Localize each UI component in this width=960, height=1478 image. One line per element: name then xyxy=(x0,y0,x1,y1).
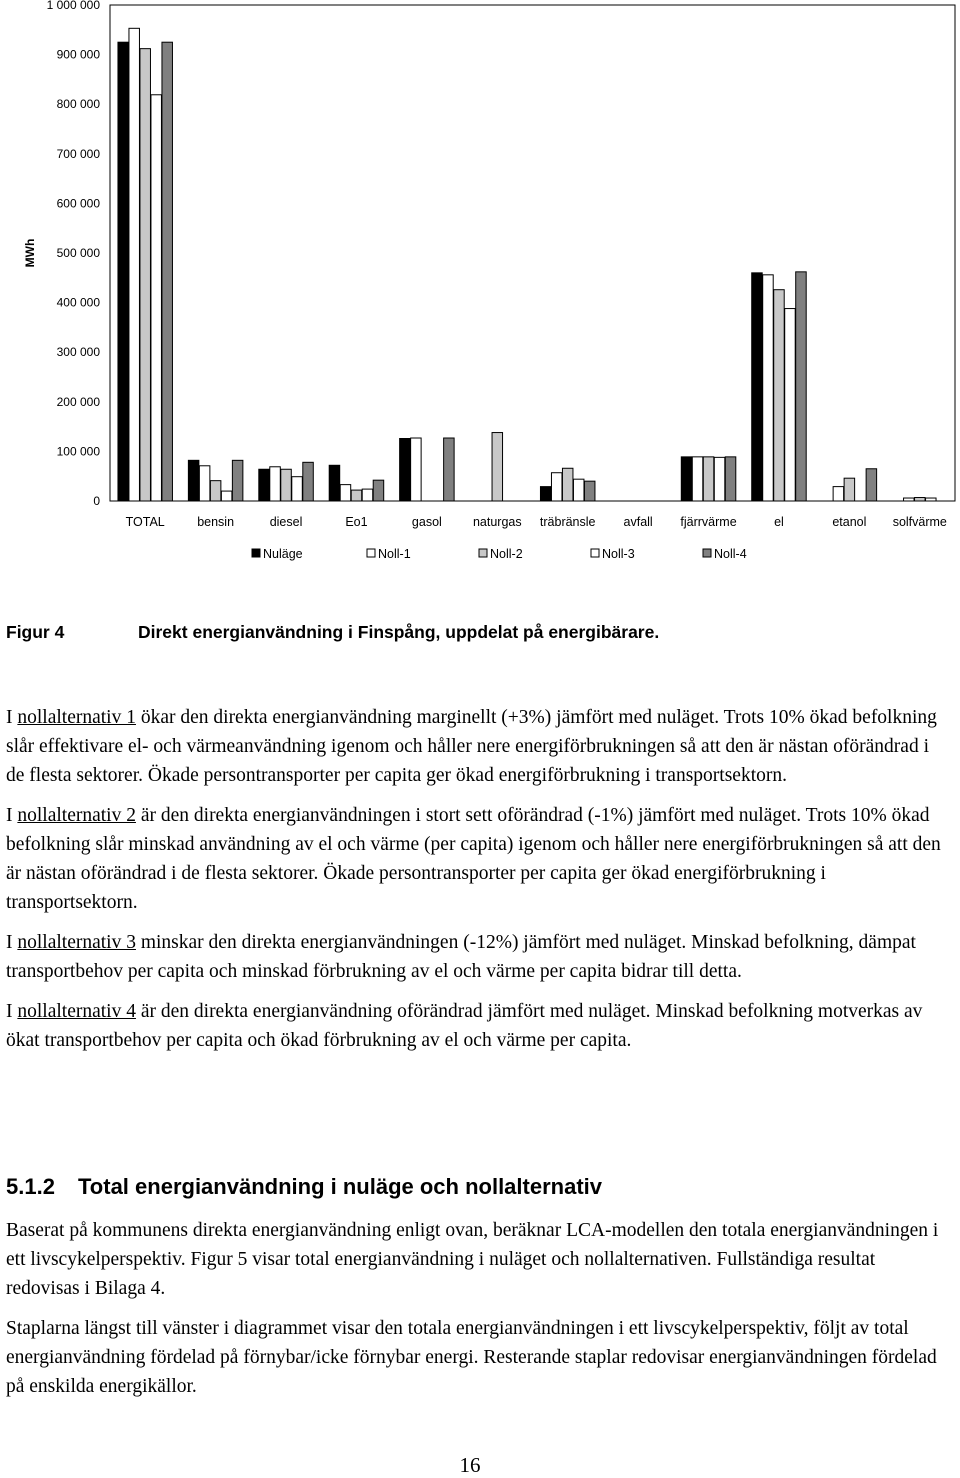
section-paragraph: Staplarna längst till vänster i diagrammet visar den totala energianvändningen i ett livscykelperspektiv, följt av total energianvändning fördelad på förnybar/icke förnybar energi. Resterande staplar redovisar energianvändningen fördelad på enskilda energikällor. xyxy=(6,1318,937,1397)
bar xyxy=(785,309,796,501)
figure-caption-text: Direkt energianvändning i Finspång, uppdelat på energibärare. xyxy=(138,622,660,642)
bar xyxy=(340,485,351,501)
bar xyxy=(714,457,725,501)
bar xyxy=(270,467,281,501)
y-tick-label: 1 000 000 xyxy=(46,0,100,12)
bar xyxy=(573,479,584,501)
x-category-label: solfvärme xyxy=(892,515,947,529)
legend-label: Noll-3 xyxy=(602,547,635,561)
x-category-label: el xyxy=(774,515,784,529)
bar xyxy=(411,438,422,501)
x-category-label: träbränsle xyxy=(539,515,596,529)
bar xyxy=(681,457,692,501)
y-tick-label: 100 000 xyxy=(56,444,100,459)
bar xyxy=(492,433,503,501)
paragraph-noll-3: I nollalternativ 3 minskar den direkta energianvändningen (-12%) jämfört med nuläget. Minskad befolkning, dämpat transportbehov per capita och minskad förbrukning av el och värme per capita bidrar till detta. xyxy=(6,932,916,982)
x-category-label: avfall xyxy=(623,515,653,529)
link-nollalternativ-1: nollalternativ 1 xyxy=(17,707,136,728)
legend-label: Noll-1 xyxy=(378,547,411,561)
y-tick-label: 500 000 xyxy=(56,246,100,260)
bar xyxy=(915,498,926,501)
section-heading xyxy=(6,1174,602,1200)
y-tick-label: 300 000 xyxy=(56,345,100,360)
bar xyxy=(752,273,763,501)
bar xyxy=(162,42,173,501)
y-tick-label: 600 000 xyxy=(56,196,100,211)
bar xyxy=(362,489,373,501)
body-text-nollalternativ xyxy=(6,703,951,1055)
bar xyxy=(199,466,210,501)
bar xyxy=(551,473,562,501)
bar xyxy=(118,42,129,501)
bar xyxy=(259,469,270,501)
body-text-section xyxy=(6,1216,951,1401)
bar xyxy=(904,498,915,501)
bar xyxy=(926,498,937,501)
y-tick-label: 900 000 xyxy=(56,47,100,62)
bar xyxy=(866,469,877,501)
y-tick-label: 0 xyxy=(93,494,100,508)
section-number: 5.1.2 xyxy=(6,1174,55,1199)
bar xyxy=(303,462,314,501)
page-number: 16 xyxy=(459,1453,481,1477)
link-nollalternativ-3: nollalternativ 3 xyxy=(17,932,136,953)
bar xyxy=(703,457,714,501)
bar xyxy=(584,481,595,501)
bar xyxy=(833,487,844,501)
bar xyxy=(188,460,199,501)
bar xyxy=(210,481,221,501)
bar xyxy=(540,487,551,501)
bar xyxy=(151,95,162,501)
link-nollalternativ-2: nollalternativ 2 xyxy=(17,805,136,826)
bar xyxy=(292,477,303,501)
bar xyxy=(400,439,411,501)
section-title: Total energianvändning i nuläge och nollalternativ xyxy=(78,1174,602,1199)
bar xyxy=(725,457,736,501)
legend-swatch xyxy=(703,549,711,557)
x-category-label: diesel xyxy=(269,515,303,529)
bar xyxy=(281,469,292,501)
legend-label: Noll-2 xyxy=(490,547,523,561)
legend-label: Noll-4 xyxy=(714,547,747,561)
bar xyxy=(373,480,384,501)
bar xyxy=(329,465,340,501)
legend-swatch xyxy=(479,549,487,557)
bar xyxy=(844,478,855,501)
x-category-label: naturgas xyxy=(472,515,522,529)
x-category-label: TOTAL xyxy=(125,515,165,529)
legend-swatch xyxy=(591,549,599,557)
y-axis-label: MWh xyxy=(23,238,37,268)
bar xyxy=(444,438,455,501)
y-tick-label: 800 000 xyxy=(56,97,100,112)
bar xyxy=(692,457,703,501)
bar xyxy=(129,28,140,501)
x-category-label: fjärrvärme xyxy=(680,515,737,529)
bar xyxy=(221,491,232,501)
paragraph-noll-1: I nollalternativ 1 ökar den direkta energianvändning marginellt (+3%) jämfört med nuläget. Trots 10% ökad befolkning slår effektivare el- och värmeanvändning igenom och håller nere energiförbrukningen så att den är nästan oförändrad i de flesta sektorer. Ökade persontransporter per capita ger ökad energiförbrukning i transportsektorn. xyxy=(6,707,937,786)
x-category-label: bensin xyxy=(197,515,235,529)
figure-number: Figur 4 xyxy=(6,622,65,642)
legend-swatch xyxy=(252,549,260,557)
paragraph-noll-2: I nollalternativ 2 är den direkta energianvändningen i stort sett oförändrad (-1%) jämfört med nuläget. Trots 10% ökad befolkning slår minskad användning av el och värme (per capita) igenom och håller nere energiförbrukningen så att den är nästan oförändrad i de flesta sektorer. Ökade persontransporter per capita ger ökad energiförbrukning i transportsektorn. xyxy=(6,805,941,913)
plot-area xyxy=(110,5,955,501)
legend-swatch xyxy=(367,549,375,557)
y-tick-label: 400 000 xyxy=(56,295,100,310)
bar xyxy=(351,490,362,501)
y-tick-label: 200 000 xyxy=(56,394,100,409)
bar xyxy=(763,275,774,501)
y-tick-label: 700 000 xyxy=(56,146,100,161)
x-category-label: Eo1 xyxy=(345,515,368,529)
x-category-label: etanol xyxy=(832,515,867,529)
bar xyxy=(774,290,785,501)
legend-label: Nuläge xyxy=(263,547,303,561)
link-nollalternativ-4: nollalternativ 4 xyxy=(17,1001,136,1022)
paragraph-noll-4: I nollalternativ 4 är den direkta energianvändning oförändrad jämfört med nuläget. Minskad befolkning motverkas av ökat transportbehov per capita och ökad förbrukning av el och värme per capita. xyxy=(6,1001,923,1051)
bar xyxy=(796,272,807,501)
bar xyxy=(140,49,151,501)
x-category-label: gasol xyxy=(411,515,442,529)
bar xyxy=(232,460,243,501)
section-paragraph: Baserat på kommunens direkta energianvändning enligt ovan, beräknar LCA-modellen den totala energianvändningen i ett livscykelperspektiv. Figur 5 visar total energianvändning i nuläget och nollalternativen. Fullständiga resultat redovisas i Bilaga 4. xyxy=(6,1220,939,1299)
energy-bar-chart xyxy=(0,0,960,575)
bar xyxy=(562,468,573,501)
